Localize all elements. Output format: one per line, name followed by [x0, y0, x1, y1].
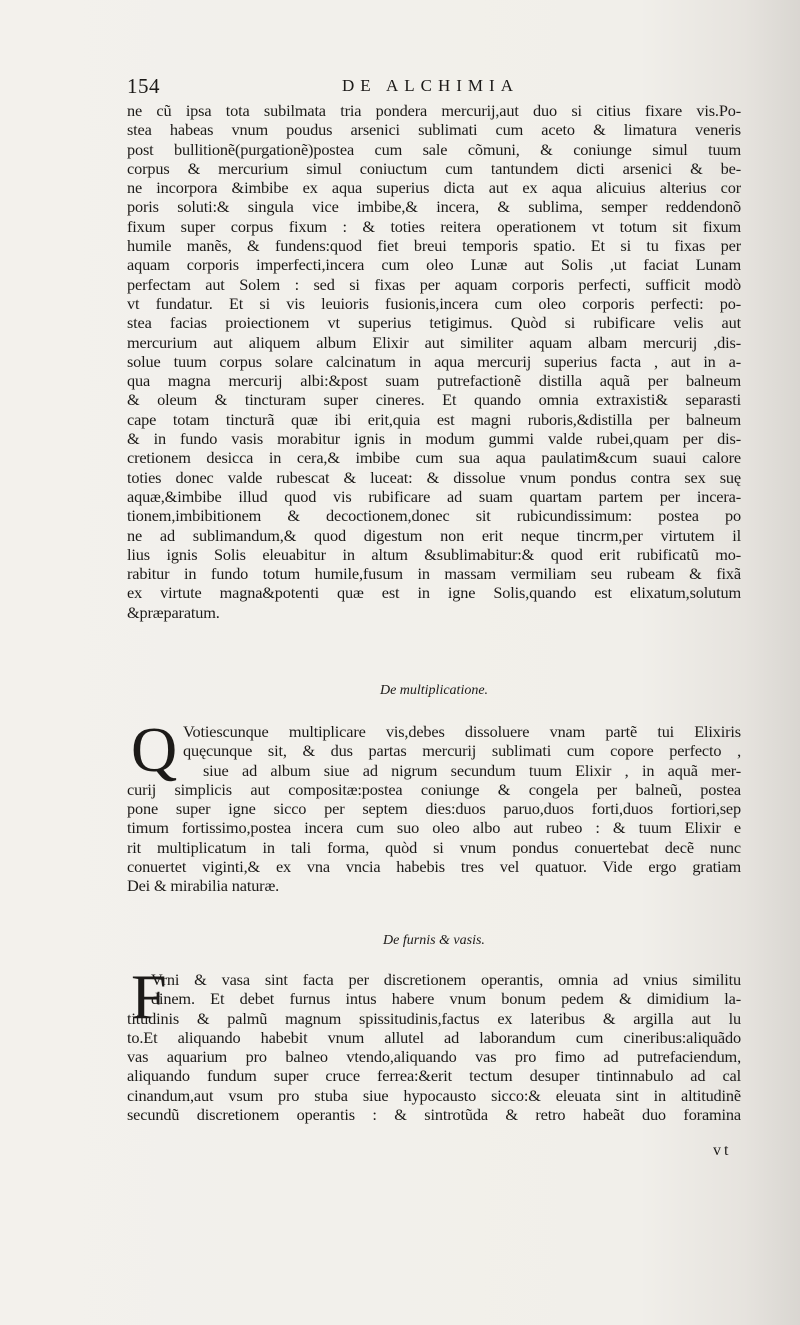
- text-line: ne ad sublimandum,& quod digestum non erit neque tincrm,per virtutem il: [127, 525, 741, 545]
- paragraph-furnaces: [127, 970, 741, 1124]
- text-line: Votiescunque multiplicare vis,debes dissoluere vnam partẽ tui Elixiris: [183, 722, 741, 741]
- text-line: cape totam tincturã quæ ibi erit,quia est magni ruboris,&distilla per balneum: [127, 409, 741, 429]
- text-line: poris soluti:& singula vice imbibe,& incera, & sublima, semper reddendonõ: [127, 197, 741, 217]
- paragraph-alchemy-text: [127, 101, 741, 622]
- text-line: rit multiplicatum in tali forma, quòd si vnum pondus conuertebat decẽ nunc: [127, 837, 741, 857]
- text-line: post bullitionẽ(purgationẽ)postea cum sale cõmuni, & coniunge simul tuum: [127, 139, 741, 159]
- text-line: & oleum & tincturam super cineres. Et quando omnia extraxisti& separasti: [127, 390, 741, 410]
- text-line: secundũ discretionem operantis : & sintrotũda & retro habeãt duo foramina: [127, 1105, 741, 1125]
- text-line: conuertet viginti,& ex vna vncia habebis tres vel quatuor. Vide ergo gratiam: [127, 857, 741, 877]
- text-line: siue ad album siue ad nigrum secundum tuum Elixir , in aquã mer-: [203, 760, 741, 780]
- text-line: toties donec valde rubescat & luceat: & dissolue vnum pondus contra sex suę: [127, 467, 741, 487]
- text-line: pone super igne sicco per septem dies:duos paruo,duos forti,duos fortiori,sep: [127, 799, 741, 819]
- text-line: aquæ,&imbibe illud quod vis rubificare ad suam quartam partem per incera-: [127, 486, 741, 506]
- text-line: humile manẽs, & fundens:quod fiet breui temporis spatio. Et si tu fixas per: [127, 236, 741, 256]
- text-line: qua magna mercurij albi:&post suam putrefactionẽ distilla aquã per balneum: [127, 371, 741, 391]
- text-line: fixum super corpus fixum : & toties reitera operationem vt totum sit fixum: [127, 216, 741, 236]
- section-heading-multiplication: De multiplicatione.: [379, 683, 489, 698]
- text-line: Vrni & vasa sint facta per discretionem operantis, omnia ad vnius similitu: [151, 970, 741, 989]
- text-line: corpus & mercurium simul coniuctum cum tantundem dicti arsenici & be-: [127, 158, 741, 178]
- text-line: solue tuum corpus solare calcinatum in aqua mercurij superius facta , aut in a-: [127, 351, 741, 371]
- text-line: perfectam aut Solem : sed si fixas per aquam corporis perfecti, sufficit modò: [127, 274, 741, 294]
- text-line: rabitur in fundo totum humile,fusum in massam vermiliam seu rubeam & fixã: [127, 564, 741, 584]
- text-line: cinandum,aut vsum pro stuba siue hypocausto sicco:& eleuata sint in altitudinẽ: [127, 1085, 741, 1105]
- page-header: [127, 74, 742, 102]
- catchword: vt: [713, 1142, 732, 1159]
- text-line: aquam corporis imperfecti,incera cum oleo Lunæ aut Solis ,ut faciat Lunam: [127, 255, 741, 275]
- text-line: mercurium aut aliquem album Elixir aut similiter aquam albam mercurij ,dis-: [127, 332, 741, 352]
- text-line: lius ignis Solis eleuabitur in altum &sublimabitur:& quod erit rubificatũ mo-: [127, 544, 741, 564]
- text-line: tionem,imbibitionem & decoctionem,donec sit rubicundissimum: postea po: [127, 506, 741, 526]
- text-line: Dei & mirabilia naturæ.: [127, 876, 280, 896]
- text-line: & in fundo vasis morabitur ignis in modum gummi valde rubei,quam per dis-: [127, 429, 741, 449]
- text-line: curij simplicis aut compositæ:postea coniunge & congela per balneũ, postea: [127, 779, 741, 799]
- text-line: quęcunque sit, & dus partas mercurij sublimati cum copore perfecto ,: [183, 741, 741, 761]
- folio-number: 154: [127, 74, 160, 98]
- drop-cap-q: Q: [131, 714, 178, 785]
- text-line: ne incorpora &imbibe ex aqua superius dicta aut ex aqua alicuius alterius cor: [127, 178, 741, 198]
- text-line: ex virtute magna&potenti quæ est in igne Solis,quando est elixatum,solutum: [127, 583, 741, 603]
- text-line: stea facias proiectionem vt superius tetigimus. Quòd si rubificare velis aut: [127, 313, 741, 333]
- text-line: ne cũ ipsa tota subilmata tria pondera mercurij,aut duo si citius fixare vis.Po-: [127, 101, 741, 120]
- paragraph-multiplication: [127, 722, 741, 896]
- text-line: aliquando fundum super cruce ferrea:&erit tectum desuper tintinnabulo ad cal: [127, 1066, 741, 1086]
- text-line: vt fundatur. Et si vis leuioris fusionis,incera cum oleo corporis perfecti: po-: [127, 293, 741, 313]
- text-line: cretionem desicca in cera,& imbibe cum sua aqua paulatim&cum suaui calore: [127, 448, 741, 468]
- text-line: &præparatum.: [127, 602, 220, 622]
- text-line: dinem. Et debet furnus intus habere vnum bonum pedem & dimidium la-: [151, 989, 741, 1009]
- text-line: to.Et aliquando habebit vnum allutel ad laborandum cum cineribus:aliquãdo: [127, 1027, 741, 1047]
- text-line: vas aquarium pro balneo vtendo,aliquando vas pro fimo ad putrefaciendum,: [127, 1047, 741, 1067]
- text-line: timum fortissimo,postea incera cum suo oleo albo aut rubeo : & tuum Elixir e: [127, 818, 741, 838]
- text-line: titudinis & palmũ magnum spissitudinis,factus ex lateribus & argilla aut lu: [127, 1008, 741, 1028]
- running-title: DE ALCHIMIA: [342, 76, 519, 95]
- section-heading-furnaces: De furnis & vasis.: [383, 933, 485, 948]
- text-line: stea habeas vnum poudus arsenici sublimati cum aceto & limatura veneris: [127, 120, 741, 140]
- drop-cap-f: F: [131, 961, 167, 1032]
